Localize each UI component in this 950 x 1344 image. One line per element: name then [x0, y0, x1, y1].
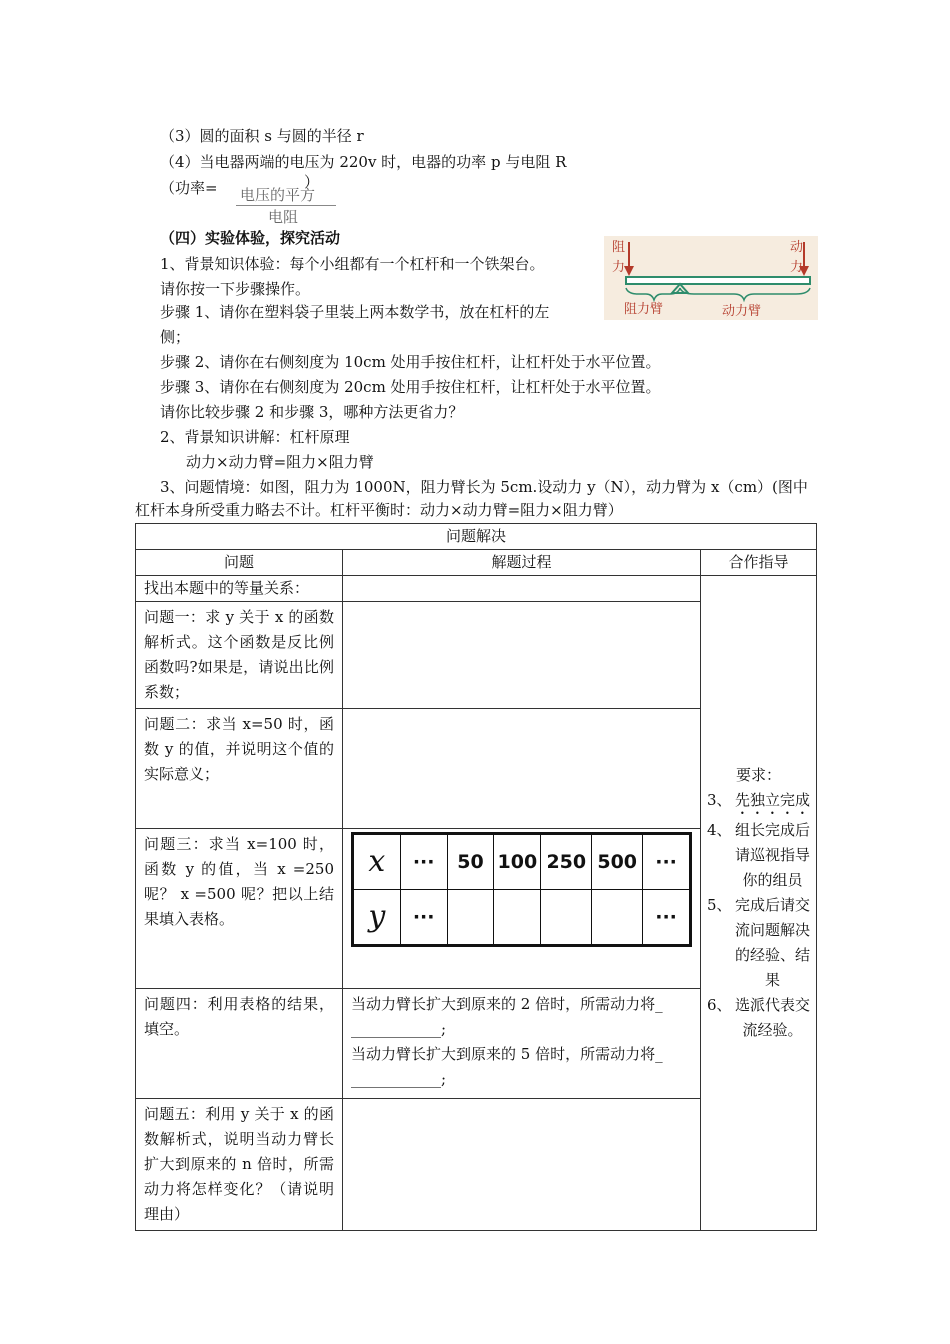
lever-principle: 动力×动力臂=阻力×阻力臂 — [186, 453, 374, 471]
fill-blank[interactable]: ____________; — [351, 1020, 447, 1038]
x-value: 500 — [592, 834, 643, 890]
guide-block — [707, 763, 810, 1043]
fill-line: 当动力臂长扩大到原来的 5 倍时，所需动力将_ — [351, 1045, 663, 1063]
guide-item — [707, 993, 810, 1043]
effort-label-2: 力 — [790, 260, 804, 275]
intro-line-4: （4）当电器两端的电压为 220v 时，电器的功率 p 与电阻 R — [160, 153, 567, 171]
fraction-numerator: 电压的平方 — [240, 186, 316, 204]
resistance-label-2: 力 — [612, 260, 626, 275]
x-label: x — [353, 834, 401, 890]
effort-label-1: 动 — [790, 240, 804, 255]
y-value-input[interactable] — [447, 890, 494, 946]
y-value-input[interactable] — [592, 890, 643, 946]
x-value: 50 — [447, 834, 494, 890]
resistance-arm-label: 阻力臂 — [624, 302, 664, 317]
answer-cell[interactable] — [343, 602, 701, 709]
paragraph: 杠杆本身所受重力略去不计。杠杆平衡时：动力×动力臂=阻力×阻力臂） — [135, 501, 623, 519]
answer-cell[interactable] — [343, 576, 701, 602]
answer-cell[interactable] — [343, 709, 701, 829]
paragraph: 步骤 2、请你在右侧刻度为 10cm 处用手按住杠杆，让杠杆处于水平位置。 — [160, 353, 661, 371]
guide-item — [707, 818, 810, 893]
resistance-arrow-head — [624, 266, 634, 276]
power-prefix: （功率= — [160, 179, 218, 197]
guide-title: 要求： — [736, 766, 782, 784]
problem-table — [135, 523, 817, 1231]
question-cell: 问题五：利用 y 关于 x 的函数解析式，说明当动力臂长扩大到原来的 n 倍时，所需动力将怎样变化？（请说明理由） — [136, 1099, 343, 1231]
table-title: 问题解决 — [136, 524, 817, 550]
guide-num: 6、 — [707, 996, 732, 1014]
guide-num: 4、 — [707, 821, 732, 839]
resistance-arm-brace — [626, 288, 680, 300]
x-value: 250 — [541, 834, 592, 890]
fraction-denominator: 电阻 — [268, 208, 299, 226]
question-cell: 问题二：求当 x=50 时，函数 y 的值，并说明这个值的实际意义； — [136, 709, 343, 829]
paragraph: 侧； — [160, 328, 191, 346]
intro-line-3: （3）圆的面积 s 与圆的半径 r — [160, 127, 364, 145]
question-cell: 问题三：求当 x=100 时，函数 y 的值，当 x =250 呢？ x =500 呢？把以上结果填入表格。 — [136, 829, 343, 989]
guide-text: 组长完成后请巡视指导你的组员 — [735, 821, 811, 889]
paragraph: 请你按一下步骤操作。 — [160, 280, 311, 298]
paragraph: 1、背景知识体验：每个小组都有一个杠杆和一个铁架台。 — [160, 255, 545, 273]
guide-text: 先独立完成 — [735, 791, 811, 809]
fill-blank-cell — [343, 989, 701, 1099]
xy-table-cell — [343, 829, 701, 989]
guide-num: 5、 — [707, 896, 732, 914]
guide-item — [707, 788, 810, 818]
xy-table — [351, 832, 692, 947]
x-ellipsis: ··· — [400, 834, 447, 890]
guide-text: 选派代表交流经验。 — [735, 996, 811, 1039]
paragraph: 2、背景知识讲解：杠杆原理 — [160, 428, 350, 446]
power-suffix: ） — [304, 173, 320, 191]
fill-line: 当动力臂长扩大到原来的 2 倍时，所需动力将_ — [351, 995, 663, 1013]
paragraph: 步骤 3、请你在右侧刻度为 20cm 处用手按住杠杆，让杠杆处于水平位置。 — [160, 378, 661, 396]
question-cell: 找出本题中的等量关系： — [136, 576, 343, 602]
y-value-input[interactable] — [541, 890, 592, 946]
effort-arm-label: 动力臂 — [722, 304, 762, 319]
guide-item — [707, 893, 810, 993]
effort-arm-brace — [680, 288, 810, 300]
lever-figure — [604, 236, 818, 320]
y-ellipsis: ··· — [400, 890, 447, 946]
y-value-input[interactable] — [494, 890, 541, 946]
x-ellipsis: ··· — [643, 834, 691, 890]
question-cell: 问题一：求 y 关于 x 的函数解析式。这个函数是反比例函数吗?如果是，请说出比例系数； — [136, 602, 343, 709]
guide-cell — [701, 576, 817, 1231]
guide-num: 3、 — [707, 791, 732, 809]
answer-cell[interactable] — [343, 1099, 701, 1231]
y-ellipsis: ··· — [643, 890, 691, 946]
lever-bar — [626, 277, 810, 284]
y-label: y — [353, 890, 401, 946]
resistance-label-1: 阻 — [612, 240, 626, 255]
x-value: 100 — [494, 834, 541, 890]
paragraph: 3、问题情境：如图，阻力为 1000N，阻力臂长为 5cm.设动力 y（N），动力臂为 x（cm）(图中 — [160, 478, 808, 496]
header-guide: 合作指导 — [701, 550, 817, 576]
section-heading: （四）实验体验，探究活动 — [160, 229, 341, 247]
header-process: 解题过程 — [343, 550, 701, 576]
paragraph: 请你比较步骤 2 和步骤 3，哪种方法更省力？ — [160, 403, 464, 421]
paragraph: 步骤 1、请你在塑料袋子里装上两本数学书，放在杠杆的左 — [160, 303, 550, 321]
fill-blank[interactable]: ____________; — [351, 1070, 447, 1088]
guide-text: 完成后请交流问题解决的经验、结果 — [735, 896, 811, 989]
header-question: 问题 — [136, 550, 343, 576]
question-cell: 问题四：利用表格的结果，填空。 — [136, 989, 343, 1099]
